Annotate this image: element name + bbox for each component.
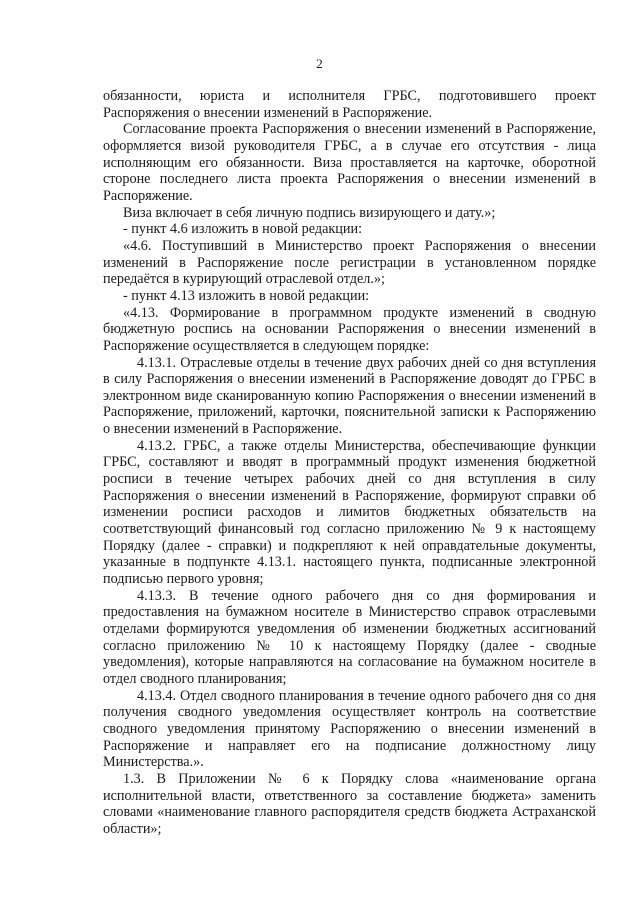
paragraph: 4.13.2. ГРБС, а также отделы Министерства, обеспечивающие функции ГРБС, составляют и вводят в программный продукт изменения бюджетной росписи в течение четырех рабочих дней со дня вступления в силу Распоряжения о внесении изменений в Распоряжение, формируют справки об изменении росписи расходов и лимитов бюджетных обязательств на соответствующий финансовый год согласно приложению № 9 к настоящему Порядку (далее - справки) и подкрепляют к ней оправдательные документы, указанные в подпункте 4.13.1. настоящего пункта, подписанные электронной подписью первого уровня;: [103, 437, 596, 588]
paragraph: обязанности, юриста и исполнителя ГРБС, подготовившего проект Распоряжения о внесении изменений в Распоряжение.: [103, 88, 596, 121]
paragraph: Виза включает в себя личную подпись визирующего и дату.»;: [123, 204, 496, 221]
paragraph: - пункт 4.6 изложить в новой редакции:: [123, 221, 363, 238]
document-body: [103, 88, 596, 838]
paragraph: Согласование проекта Распоряжения о внесении изменений в Распоряжение, оформляется визой руководителя ГРБС, а в случае его отсутствия - лица исполняющим его обязанности. Виза проставляется на карточке, оборотной стороне последнего листа проекта Распоряжения о внесении изменений в Распоряжение.: [103, 121, 596, 204]
paragraph: 4.13.3. В течение одного рабочего дня со дня формирования и предоставления на бумажном носителе в Министерство справок отраслевыми отделами формируются уведомления об изменении бюджетных ассигнований согласно приложению № 10 к настоящему Порядку (далее - сводные уведомления), которые направляются на согласование на бумажном носителе в отдел сводного планирования;: [103, 587, 596, 687]
page-number: 2: [316, 56, 323, 71]
paragraph: - пункт 4.13 изложить в новой редакции:: [123, 287, 370, 304]
paragraph: 4.13.1. Отраслевые отделы в течение двух рабочих дней со дня вступления в силу Распоряжения о внесении изменений в Распоряжение доводят до ГРБС в электронном виде сканированную копию Распоряжения о внесении изменений в Распоряжение, приложений, карточки, пояснительной записки к Распоряжению о внесении изменений в Распоряжение.: [103, 354, 596, 438]
paragraph: 4.13.4. Отдел сводного планирования в течение одного рабочего дня со дня получения сводного уведомления осуществляет контроль на соответствие сводного уведомления принятому Распоряжению о внесении изменений в Распоряжение и направляет его на подписание должностному лицу Министерства.».: [103, 687, 596, 771]
paragraph: «4.13. Формирование в программном продукте изменений в сводную бюджетную роспись на основании Распоряжения о внесении изменений в Распоряжение осуществляется в следующем порядке:: [103, 304, 596, 354]
paragraph: 1.3. В Приложении № 6 к Порядку слова «наименование органа исполнительной власти, ответственного за составление бюджета» заменить словами «наименование главного распорядителя средств бюджета Астраханской области»;: [103, 770, 596, 837]
paragraph: «4.6. Поступивший в Министерство проект Распоряжения о внесении изменений в Распоряжение после регистрации в установленном порядке передаётся в курирующий отраслевой отдел.»;: [103, 237, 596, 288]
